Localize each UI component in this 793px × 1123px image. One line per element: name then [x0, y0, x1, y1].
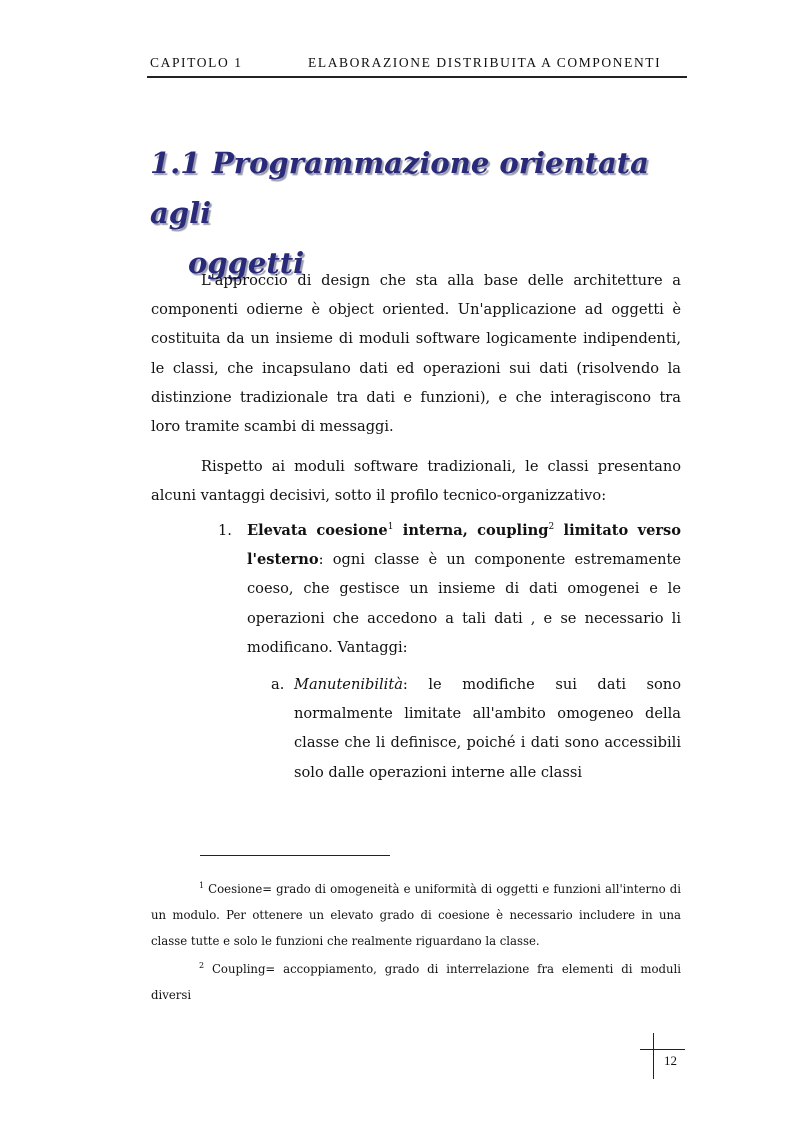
paragraph-text: Rispetto ai moduli software tradizionali, le classi presentano alcuni vantaggi decisivi, sotto il profilo tecnico-organizzativo:: [151, 458, 681, 505]
page-number: 12: [664, 1053, 677, 1068]
list-item-bold-b: interna, coupling: [393, 522, 549, 539]
header-rule: [147, 76, 687, 78]
footnote-text: Coesione= grado di omogeneità e uniformità di oggetti e funzioni all'interno di un modulo. Per ottenere un elevato grado di coesione è necessario includere in una classe tutte e solo le funzioni che realmente riguardano la classe.: [151, 882, 681, 948]
paragraph-text: L'approccio di design che sta alla base delle architetture a componenti odierne è object oriented. Un'applicazione ad oggetti è costituita da un insieme di moduli software logicamente indipendenti, le classi, che incapsulano dati ed operazioni sui dati (risolvendo la distinzione tradizionale tra dati e funzioni), e che interagiscono tra loro tramite scambi di messaggi.: [151, 272, 681, 436]
footnote-number: 2: [199, 961, 205, 971]
running-header: [150, 55, 685, 77]
sublist-item-a: [271, 670, 681, 787]
paragraph-intro: [151, 266, 681, 441]
page-corner-mark-vertical: [653, 1033, 654, 1079]
section-title-line1: Programmazione orientata agli: [150, 146, 649, 230]
section-title-line2: oggetti: [188, 246, 305, 280]
sublist-item-term: Manutenibilità: [294, 676, 403, 693]
sublist-marker: a.: [271, 676, 285, 693]
paragraph-advantages: [151, 452, 681, 510]
footnote-1: [151, 876, 681, 954]
sublist-item-body: [294, 670, 681, 787]
section-number: 1.1: [150, 146, 201, 180]
list-item-bold-c: limitato verso l'esterno: [247, 522, 682, 569]
footnote-text: Coupling= accoppiamento, grado di interrelazione fra elementi di moduli diversi: [151, 962, 681, 1002]
footnote-number: 1: [199, 881, 205, 891]
header-chapter: CAPITOLO 1: [150, 55, 243, 70]
list-marker: 1.: [218, 522, 232, 539]
list-item-bold-a: Elevata coesione: [247, 522, 388, 539]
footnote-ref-2[interactable]: 2: [548, 522, 555, 533]
footnote-ref-1[interactable]: 1: [387, 522, 394, 533]
list-item-body: [247, 516, 681, 662]
page-corner-mark-horizontal: [640, 1049, 685, 1050]
sublist-item-text: : le modifiche sui dati sono normalmente limitate all'ambito omogeneo della classe che li definisce, poiché i dati sono accessibili solo dalle operazioni interne alle classi: [294, 676, 681, 781]
list-item-text: : ogni classe è un componente estremamente coeso, che gestisce un insieme di dati omogenei e le operazioni che accedono a tali dati , e se necessario li modificano. Vantaggi:: [247, 551, 681, 656]
header-chapter-title: ELABORAZIONE DISTRIBUITA A COMPONENTI: [308, 55, 662, 70]
footnote-separator: [200, 855, 390, 856]
list-item-1: [218, 516, 681, 662]
footnote-2: [151, 956, 681, 1008]
